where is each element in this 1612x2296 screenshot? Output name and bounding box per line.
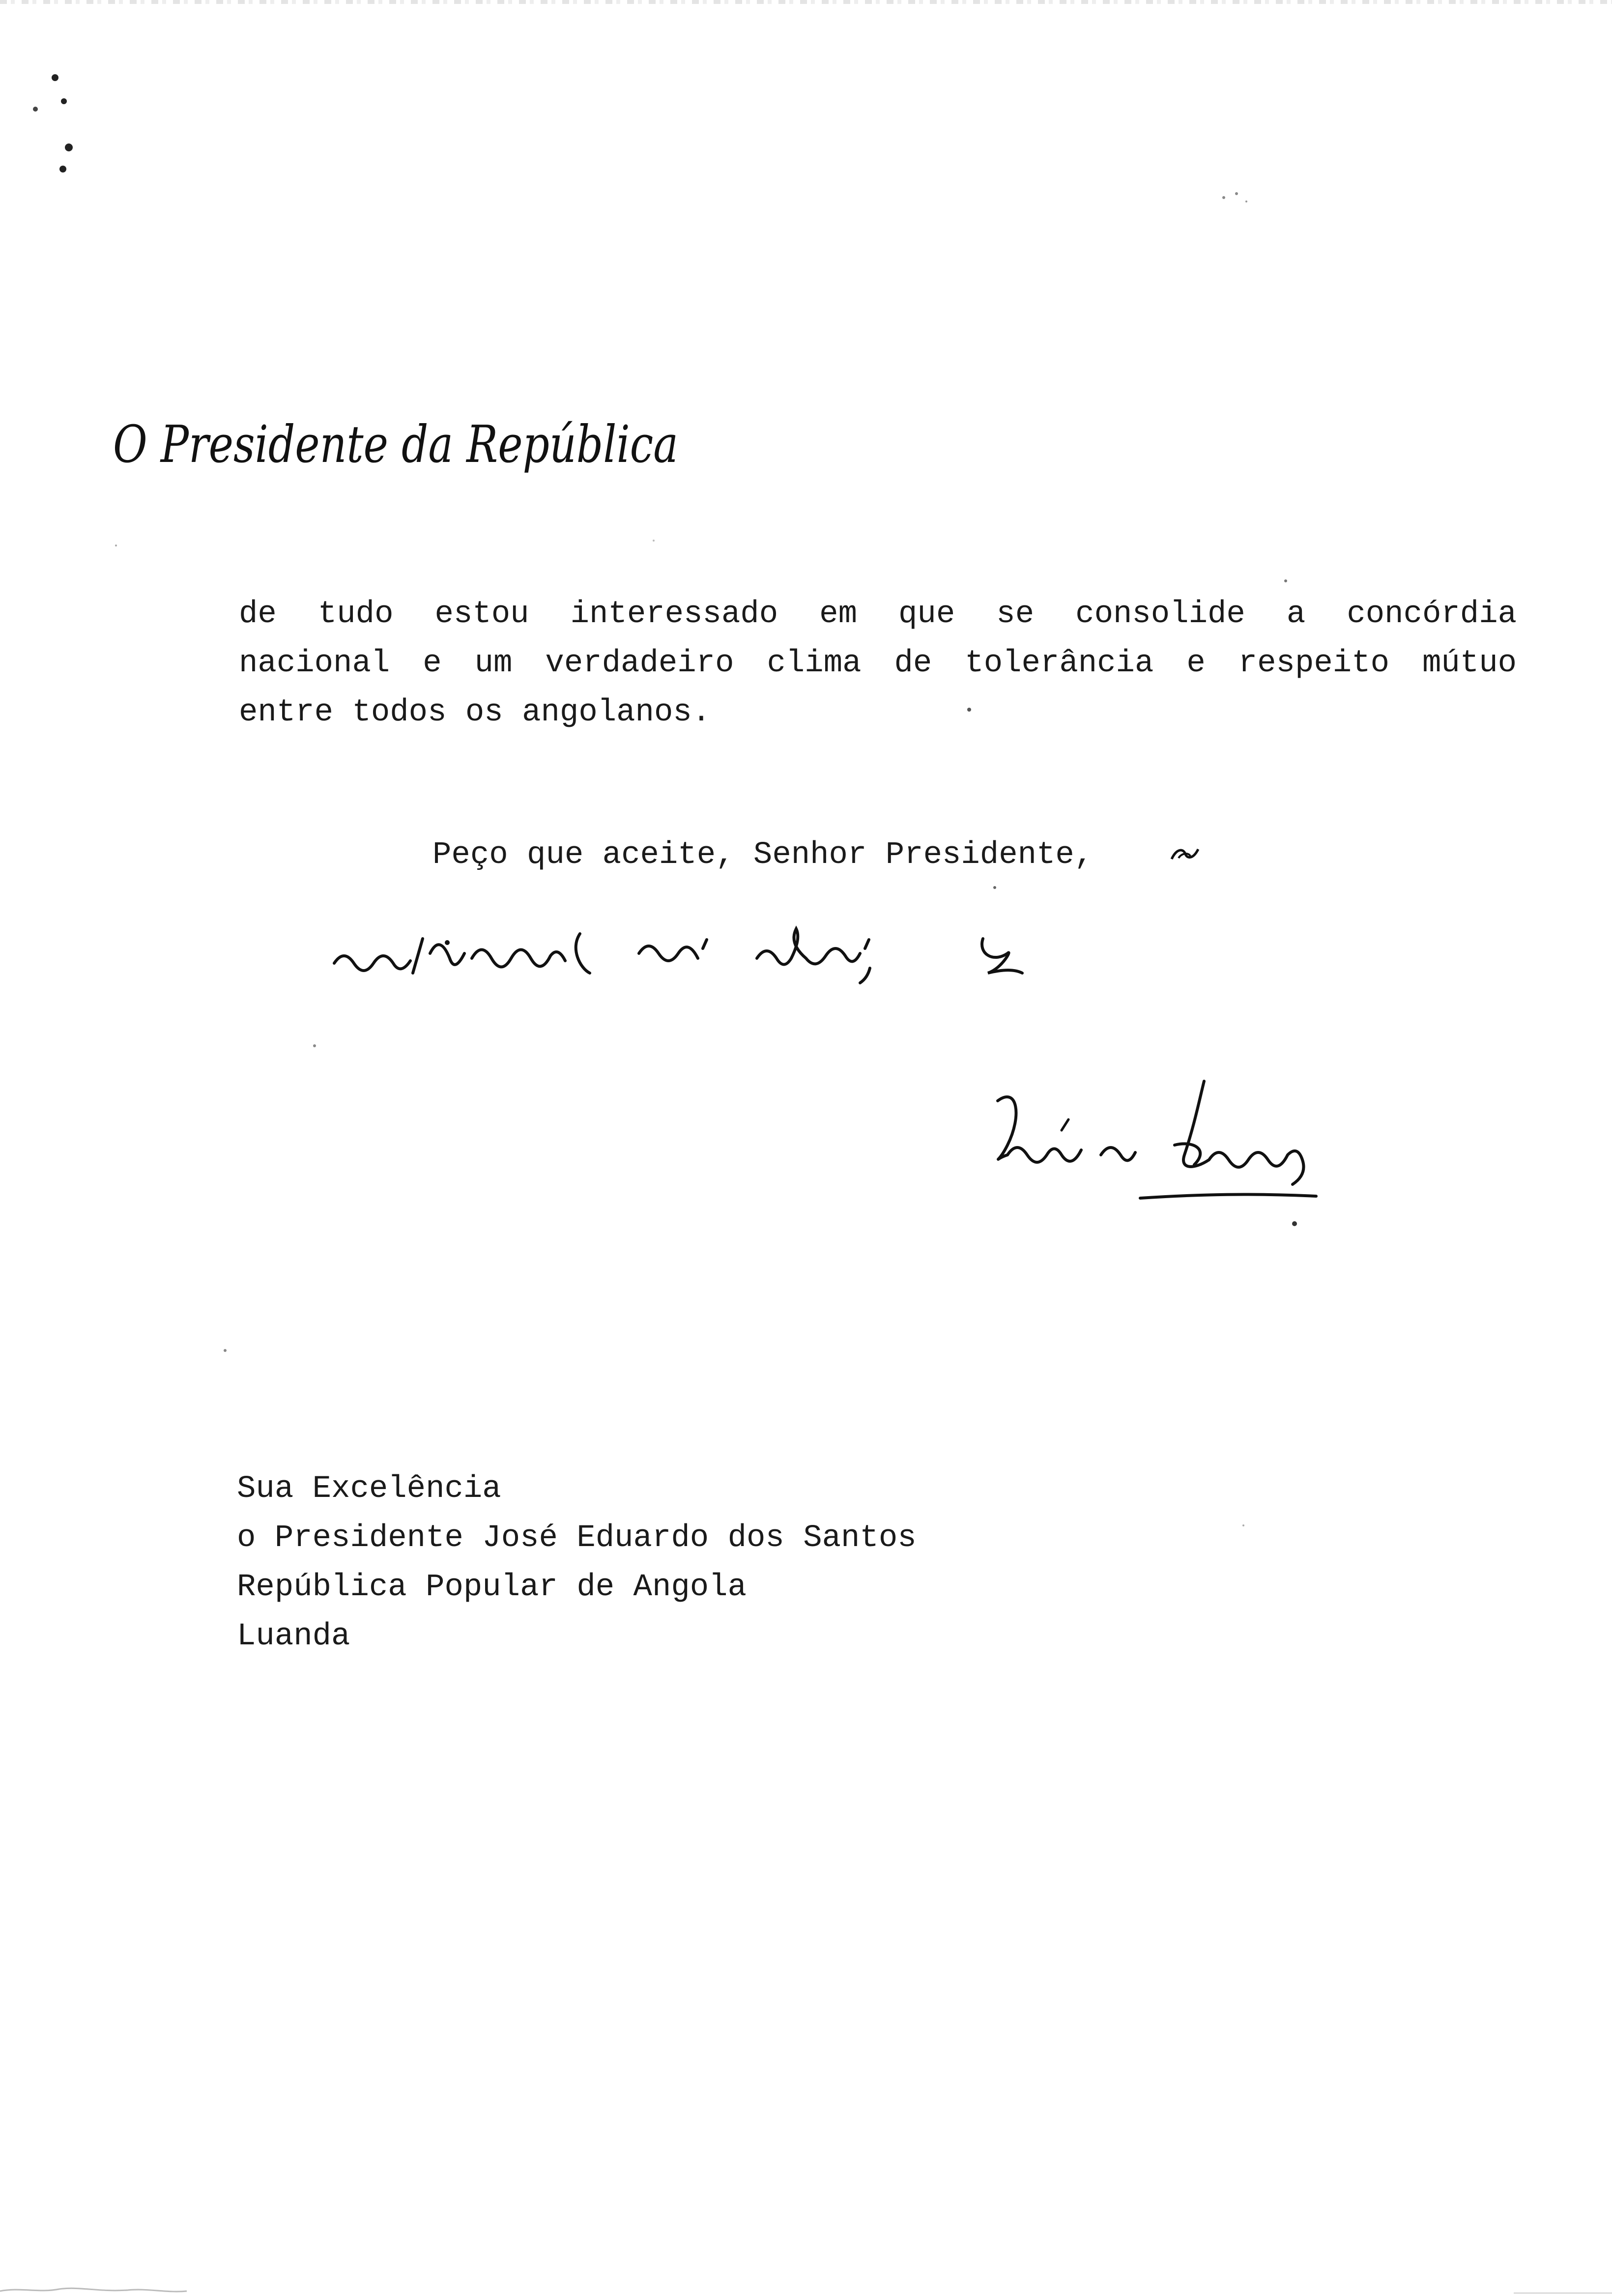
address-line: República Popular de Angola	[237, 1570, 747, 1605]
closing-typed	[432, 831, 1268, 880]
body-line: entre todos os angolanos.	[239, 695, 711, 730]
svg-text:O Presidente da República: O Presidente da República	[113, 414, 678, 474]
recipient-address	[237, 1464, 1171, 1661]
address-line: o Presidente José Eduardo dos Santos	[237, 1521, 917, 1556]
letter-body	[239, 590, 1517, 737]
address-line: Sua Excelência	[237, 1471, 501, 1507]
handwritten-mark-icon	[1169, 844, 1203, 864]
letterhead-script-icon	[108, 403, 688, 491]
body-line: nacional e um verdadeiro clima de tolerância e respeito mútuo	[239, 646, 1517, 681]
signature-icon	[978, 1071, 1332, 1234]
address-line: Luanda	[237, 1619, 350, 1654]
handwritten-closing-icon	[324, 919, 1042, 993]
letterhead-title	[108, 403, 688, 491]
closing-typed-line: Peço que aceite, Senhor Presidente,	[432, 837, 1094, 873]
signature	[978, 1071, 1332, 1234]
body-line: de tudo estou interessado em que se consolide a concórdia	[239, 597, 1517, 632]
scan-bottom-edge	[0, 2276, 1612, 2296]
handwritten-closing	[324, 919, 1042, 993]
